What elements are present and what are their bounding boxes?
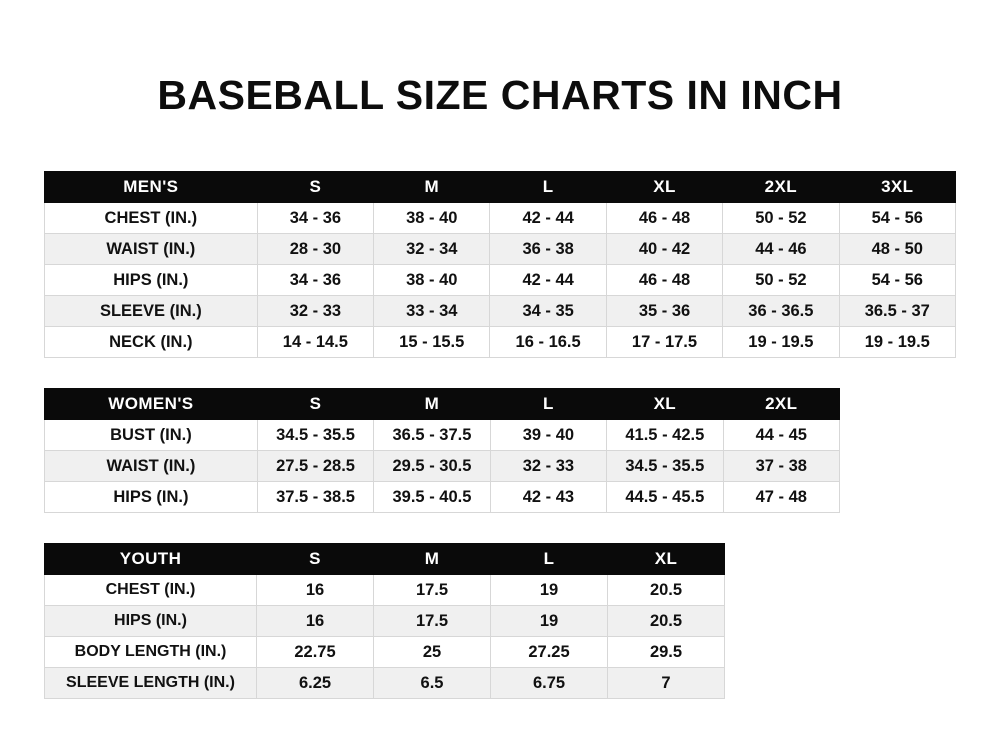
table-cell: 22.75 [257,637,374,668]
table-cell: 20.5 [608,606,725,637]
column-header: S [257,172,373,203]
table-cell: 37.5 - 38.5 [257,482,373,513]
table-cell: 16 [257,606,374,637]
table-cell: 35 - 36 [606,296,722,327]
table-cell: 33 - 34 [374,296,490,327]
table-cell: 20.5 [608,575,725,606]
table-cell: 47 - 48 [723,482,839,513]
table-cell: 6.5 [374,668,491,699]
table-header-row [45,389,840,420]
table-cell: 42 - 43 [490,482,606,513]
table-cell: 54 - 56 [839,203,955,234]
table-cell: 36.5 - 37 [839,296,955,327]
youth-size-table [44,543,725,699]
table-row [45,420,840,451]
table-cell: 38 - 40 [374,203,490,234]
table-cell: 36 - 36.5 [723,296,839,327]
table-cell: 19 - 19.5 [839,327,955,358]
column-header: XL [606,172,722,203]
row-label: HIPS (IN.) [45,606,257,637]
mens-size-table [44,171,956,358]
table-cell: 17 - 17.5 [606,327,722,358]
mens-table-body [45,203,956,358]
column-header: MEN'S [45,172,258,203]
youth-table-body [45,575,725,699]
table-cell: 46 - 48 [606,203,722,234]
row-label: CHEST (IN.) [45,575,257,606]
table-cell: 48 - 50 [839,234,955,265]
table-cell: 16 [257,575,374,606]
table-cell: 50 - 52 [723,265,839,296]
row-label: BODY LENGTH (IN.) [45,637,257,668]
column-header: YOUTH [45,544,257,575]
table-cell: 15 - 15.5 [374,327,490,358]
table-cell: 37 - 38 [723,451,839,482]
table-cell: 39.5 - 40.5 [374,482,490,513]
column-header: L [490,172,606,203]
row-label: SLEEVE LENGTH (IN.) [45,668,257,699]
table-cell: 19 - 19.5 [723,327,839,358]
page-title: BASEBALL SIZE CHARTS IN INCH [157,72,843,118]
table-cell: 17.5 [374,606,491,637]
table-row [45,482,840,513]
row-label: NECK (IN.) [45,327,258,358]
table-cell: 7 [608,668,725,699]
table-cell: 17.5 [374,575,491,606]
column-header: M [374,544,491,575]
table-cell: 19 [491,575,608,606]
row-label: CHEST (IN.) [45,203,258,234]
table-cell: 34 - 36 [257,265,373,296]
column-header: S [257,544,374,575]
table-cell: 34.5 - 35.5 [607,451,723,482]
column-header: XL [607,389,723,420]
column-header: M [374,172,490,203]
column-header: XL [608,544,725,575]
youth-table-header [45,544,725,575]
table-cell: 54 - 56 [839,265,955,296]
table-cell: 44.5 - 45.5 [607,482,723,513]
table-cell: 39 - 40 [490,420,606,451]
table-cell: 42 - 44 [490,203,606,234]
row-label: HIPS (IN.) [45,482,258,513]
column-header: M [374,389,490,420]
table-cell: 36.5 - 37.5 [374,420,490,451]
table-cell: 14 - 14.5 [257,327,373,358]
table-cell: 32 - 33 [257,296,373,327]
table-cell: 42 - 44 [490,265,606,296]
table-row [45,451,840,482]
table-cell: 38 - 40 [374,265,490,296]
table-cell: 28 - 30 [257,234,373,265]
column-header: 2XL [723,172,839,203]
table-row [45,203,956,234]
column-header: 2XL [723,389,839,420]
column-header: WOMEN'S [45,389,258,420]
column-header: S [257,389,373,420]
table-header-row [45,172,956,203]
table-cell: 25 [374,637,491,668]
row-label: SLEEVE (IN.) [45,296,258,327]
table-cell: 29.5 - 30.5 [374,451,490,482]
table-row [45,637,725,668]
table-cell: 34 - 36 [257,203,373,234]
row-label: WAIST (IN.) [45,234,258,265]
table-row [45,606,725,637]
table-cell: 40 - 42 [606,234,722,265]
table-cell: 44 - 45 [723,420,839,451]
table-row [45,296,956,327]
row-label: WAIST (IN.) [45,451,258,482]
table-row [45,265,956,296]
table-cell: 6.75 [491,668,608,699]
table-cell: 6.25 [257,668,374,699]
table-cell: 27.25 [491,637,608,668]
table-cell: 44 - 46 [723,234,839,265]
column-header: L [490,389,606,420]
table-row [45,234,956,265]
row-label: BUST (IN.) [45,420,258,451]
table-cell: 41.5 - 42.5 [607,420,723,451]
table-row [45,327,956,358]
table-cell: 16 - 16.5 [490,327,606,358]
size-charts-container [0,171,1000,699]
column-header: L [491,544,608,575]
table-cell: 50 - 52 [723,203,839,234]
table-cell: 34.5 - 35.5 [257,420,373,451]
table-cell: 34 - 35 [490,296,606,327]
row-label: HIPS (IN.) [45,265,258,296]
table-cell: 19 [491,606,608,637]
table-cell: 29.5 [608,637,725,668]
womens-table-header [45,389,840,420]
mens-table-header [45,172,956,203]
table-row [45,575,725,606]
column-header: 3XL [839,172,955,203]
table-header-row [45,544,725,575]
table-cell: 46 - 48 [606,265,722,296]
table-cell: 27.5 - 28.5 [257,451,373,482]
womens-table-body [45,420,840,513]
table-cell: 32 - 33 [490,451,606,482]
womens-size-table [44,388,840,513]
table-row [45,668,725,699]
table-cell: 32 - 34 [374,234,490,265]
table-cell: 36 - 38 [490,234,606,265]
